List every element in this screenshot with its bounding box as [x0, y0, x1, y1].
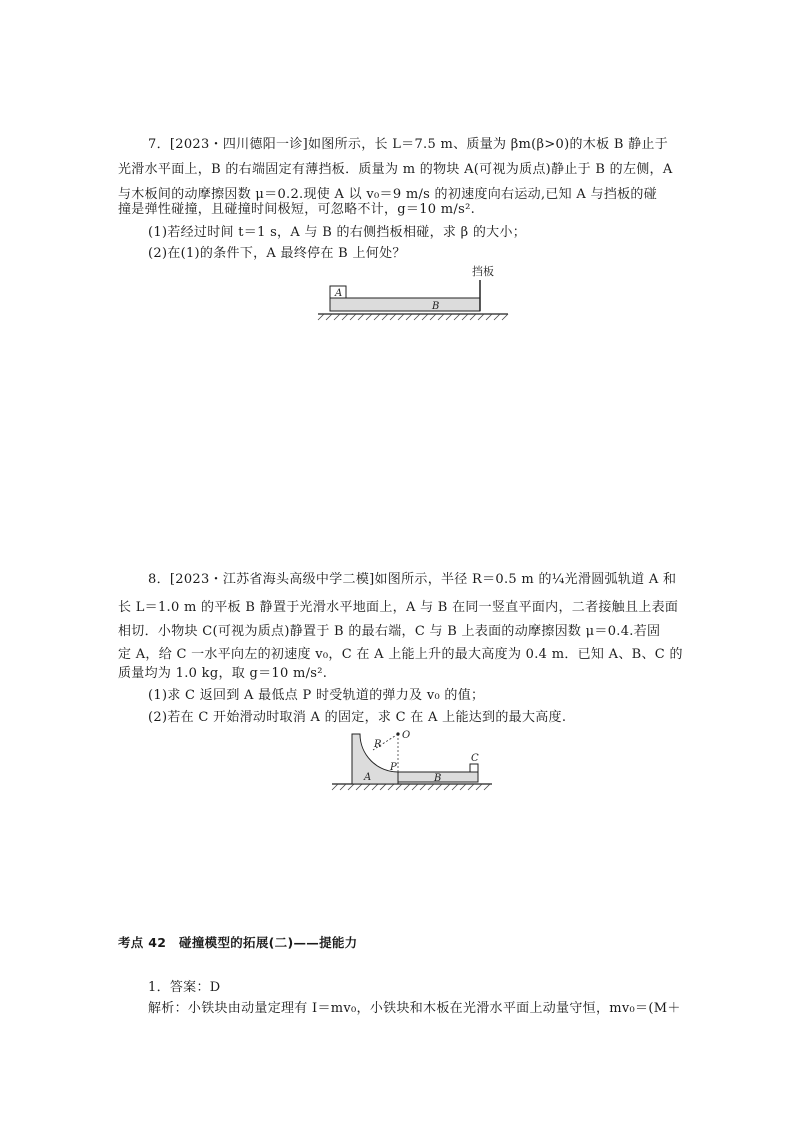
- label-b: B: [432, 301, 440, 312]
- label-a: A: [364, 772, 372, 783]
- explanation-line: 解析：小铁块由动量定理有 I＝mv₀，小铁块和木板在光滑水平面上动量守恒，mv₀＝(M＋: [148, 1001, 681, 1016]
- problem-7-question-2: (2)在(1)的条件下，A 最终停在 B 上何处？: [148, 246, 406, 261]
- label-a: A: [335, 288, 343, 299]
- problem-8-line-1: 8．[2023・江苏省海头高级中学二模]如图所示，半径 R＝0.5 m 的¼光滑圆弧轨道 A 和: [148, 572, 677, 587]
- ground-hatch: [332, 784, 490, 790]
- label-r: R: [374, 739, 382, 750]
- label-o: O: [402, 730, 411, 741]
- ground-hatch: [318, 314, 508, 320]
- label-b: B: [434, 773, 442, 784]
- figure-8: [332, 728, 492, 793]
- problem-8-line-5: 质量均为 1.0 kg，取 g＝10 m/s².: [118, 666, 328, 681]
- section-title: 考点 42 碰撞模型的拓展(二)——提能力: [118, 935, 358, 950]
- problem-8-line-2: 长 L＝1.0 m 的平板 B 静置于光滑水平地面上，A 与 B 在同一竖直平面内，二者接触且上表面: [118, 600, 679, 615]
- problem-8-line-4: 定 A，给 C 一水平向左的初速度 v₀，C 在 A 上能上升的最大高度为 0.4 m．已知 A、B、C 的: [118, 647, 683, 662]
- label-p: P: [390, 762, 397, 773]
- center-o: [396, 732, 399, 735]
- problem-8-question-2: (2)若在 C 开始滑动时取消 A 的固定，求 C 在 A 上能达到的最大高度.: [148, 710, 567, 725]
- problem-8-question-1: (1)求 C 返回到 A 最低点 P 时受轨道的弹力及 v₀ 的值；: [148, 688, 485, 703]
- problem-7-line-3: 与木板间的动摩擦因数 μ＝0.2.现使 A 以 v₀＝9 m/s 的初速度向右运动,已知 A 与挡板的碰: [118, 187, 658, 202]
- answer-line: 1．答案：D: [148, 980, 221, 995]
- label-c: C: [471, 753, 479, 764]
- problem-7-line-4: 撞是弹性碰撞，且碰撞时间极短，可忽略不计，g＝10 m/s².: [118, 202, 476, 217]
- board-b: [330, 298, 480, 311]
- block-c: [470, 764, 478, 772]
- label-baffle: 挡板: [472, 265, 494, 278]
- figure-7: [318, 262, 508, 322]
- problem-7-line-1: 7．[2023・四川德阳一诊]如图所示，长 L＝7.5 m、质量为 βm(β>0)的木板 B 静止于: [148, 137, 669, 152]
- problem-7-question-1: (1)若经过时间 t＝1 s，A 与 B 的右侧挡板相碰，求 β 的大小；: [148, 225, 527, 240]
- problem-8-line-3: 相切．小物块 C(可视为质点)静置于 B 的最右端，C 与 B 上表面的动摩擦因数 μ＝0.4.若固: [118, 624, 661, 639]
- problem-7-line-2: 光滑水平面上，B 的右端固定有薄挡板．质量为 m 的物块 A(可视为质点)静止于 B 的左侧，A: [118, 162, 673, 177]
